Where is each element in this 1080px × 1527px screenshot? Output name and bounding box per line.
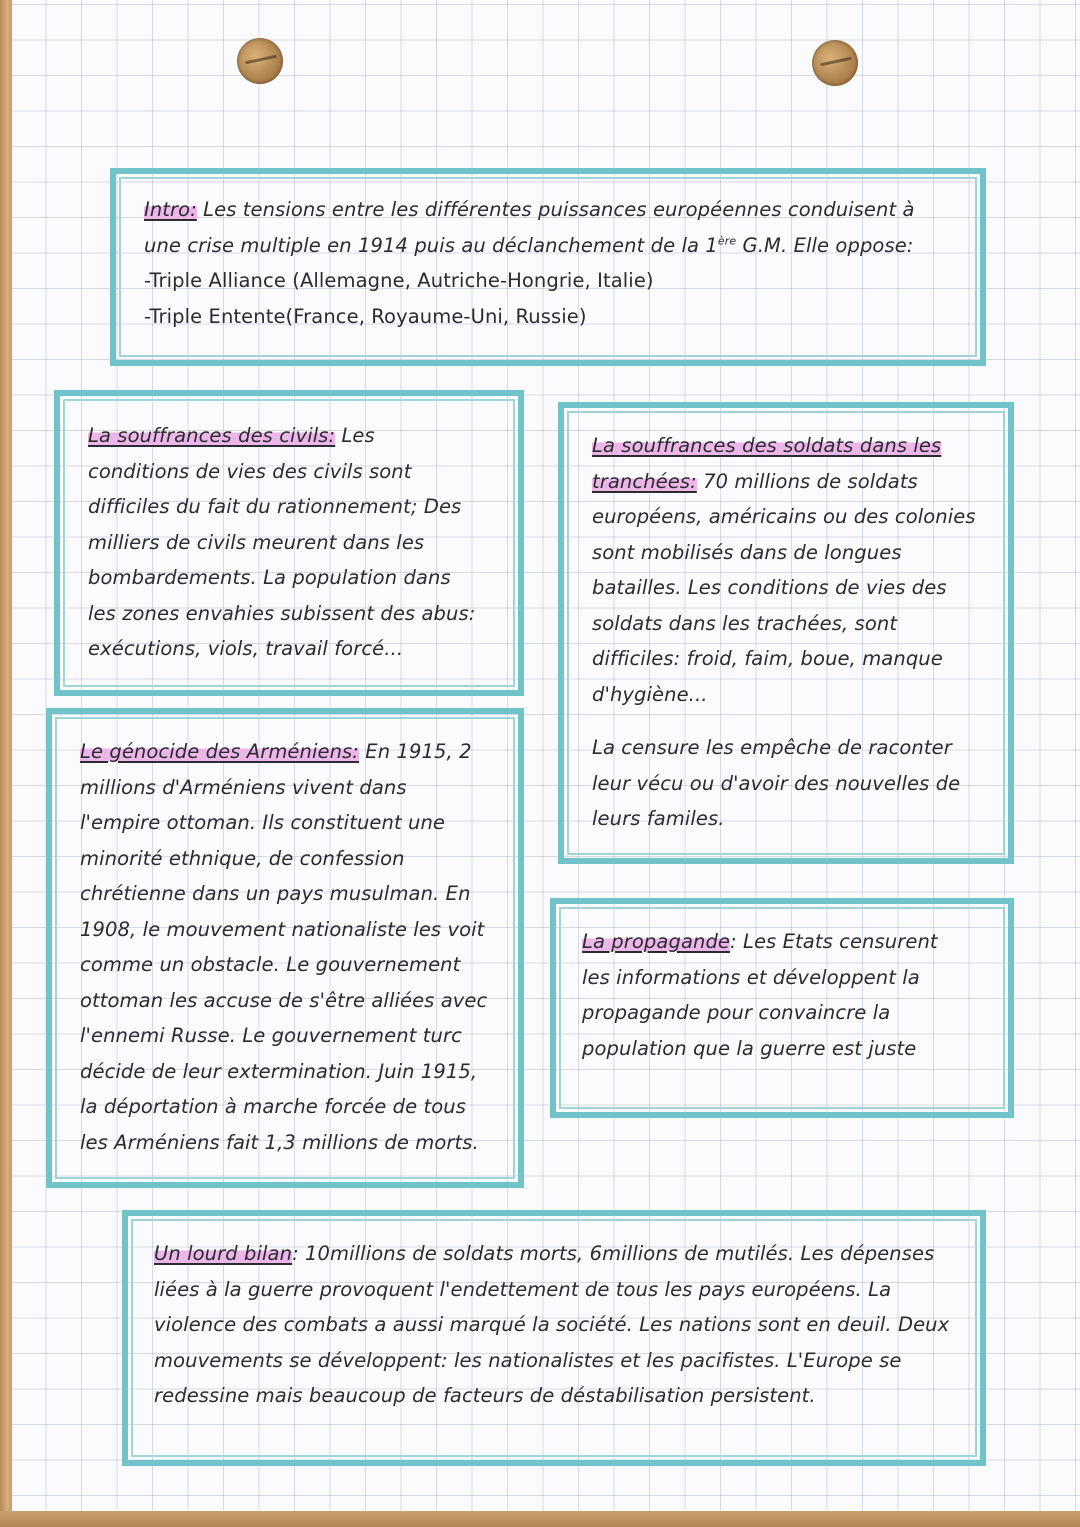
propagande-box: [550, 898, 1014, 1118]
genocide-body: En 1915, 2 millions d'Arméniens vivent dans l'empire ottoman. Ils constituent une minorité ethnique, de confession chrétienne dans un pays musulman. En 1908, le mouvement nationaliste les voit comme un obstacle. Le gouvernement ottoman les accuse de s'être alliées avec l'ennemi Russe. Le gouvernement turc décide de leur extermination. Juin 1915, la déportation à marche forcée de tous les Arméniens fait 1,3 millions de morts.: [80, 740, 488, 1154]
soldats-body: 70 millions de soldats européens, américains ou des colonies sont mobilisés dans de longues batailles. Les conditions de vies des soldats dans les trachées, sont difficiles: froid, faim, boue, manque d'hygiène...: [592, 469, 976, 706]
soldats-box: [558, 402, 1014, 864]
desk-edge: [0, 1511, 1080, 1527]
bilan-body: : 10millions de soldats morts, 6millions de mutilés. Les dépenses liées à la guerre provoquent l'endettement de tous les pays européens. La violence des combats a aussi marqué la société. Les nations sont en deuil. Deux mouvements se développent: les nationalistes et les pacifistes. L'Europe se redessine mais beaucoup de facteurs de déstabilisation persistent.: [154, 1242, 950, 1407]
bilan-heading: Un lourd bilan: [154, 1242, 293, 1265]
propagande-heading: La propagande: [582, 930, 731, 953]
civils-body: Les conditions de vies des civils sont difficiles du fait du rationnement; Des milliers de civils meurent dans les bombardements. La population dans les zones envahies subissent des abus: exécutions, viols, travail forcé...: [88, 424, 476, 660]
intro-line-2: une crise multiple en 1914 puis au déclanchement de la 1: [144, 233, 718, 257]
propagande-body: : Les Etats censurent les informations et développent la propagande pour convaincre la population que la guerre est juste: [582, 930, 938, 1060]
intro-line-4: -Triple Entente(France, Royaume-Uni, Russie): [144, 304, 587, 328]
civils-box: [54, 390, 524, 696]
soldats-heading: La souffrances des soldats dans les tranchées:: [592, 434, 942, 493]
soldats-text-2: La censure les empêche de raconter leur vécu ou d'avoir des nouvelles de leurs familes.: [592, 736, 961, 830]
bilan-text: [154, 1236, 950, 1414]
genocide-box: [46, 708, 524, 1188]
intro-box: [110, 168, 986, 366]
intro-line-1: Les tensions entre les différentes puissances européennes conduisent à: [196, 198, 915, 221]
intro-text: [144, 192, 950, 334]
intro-line-3: -Triple Alliance (Allemagne, Autriche-Hongrie, Italie): [144, 269, 654, 292]
civils-heading: La souffrances des civils:: [88, 424, 336, 447]
civils-text: [88, 418, 478, 667]
notebook-binding: [0, 0, 12, 1527]
genocide-text: [80, 734, 490, 1160]
punch-hole-left: [237, 38, 283, 84]
genocide-heading: Le génocide des Arméniens:: [80, 740, 359, 763]
soldats-text: [592, 428, 982, 712]
punch-hole-right: [812, 40, 858, 86]
intro-heading: Intro:: [144, 198, 197, 221]
intro-line-2-sup: ère: [717, 234, 737, 247]
propagande-text: [582, 924, 968, 1066]
bilan-box: [122, 1210, 986, 1466]
intro-line-2-end: G.M. Elle oppose:: [736, 233, 914, 257]
